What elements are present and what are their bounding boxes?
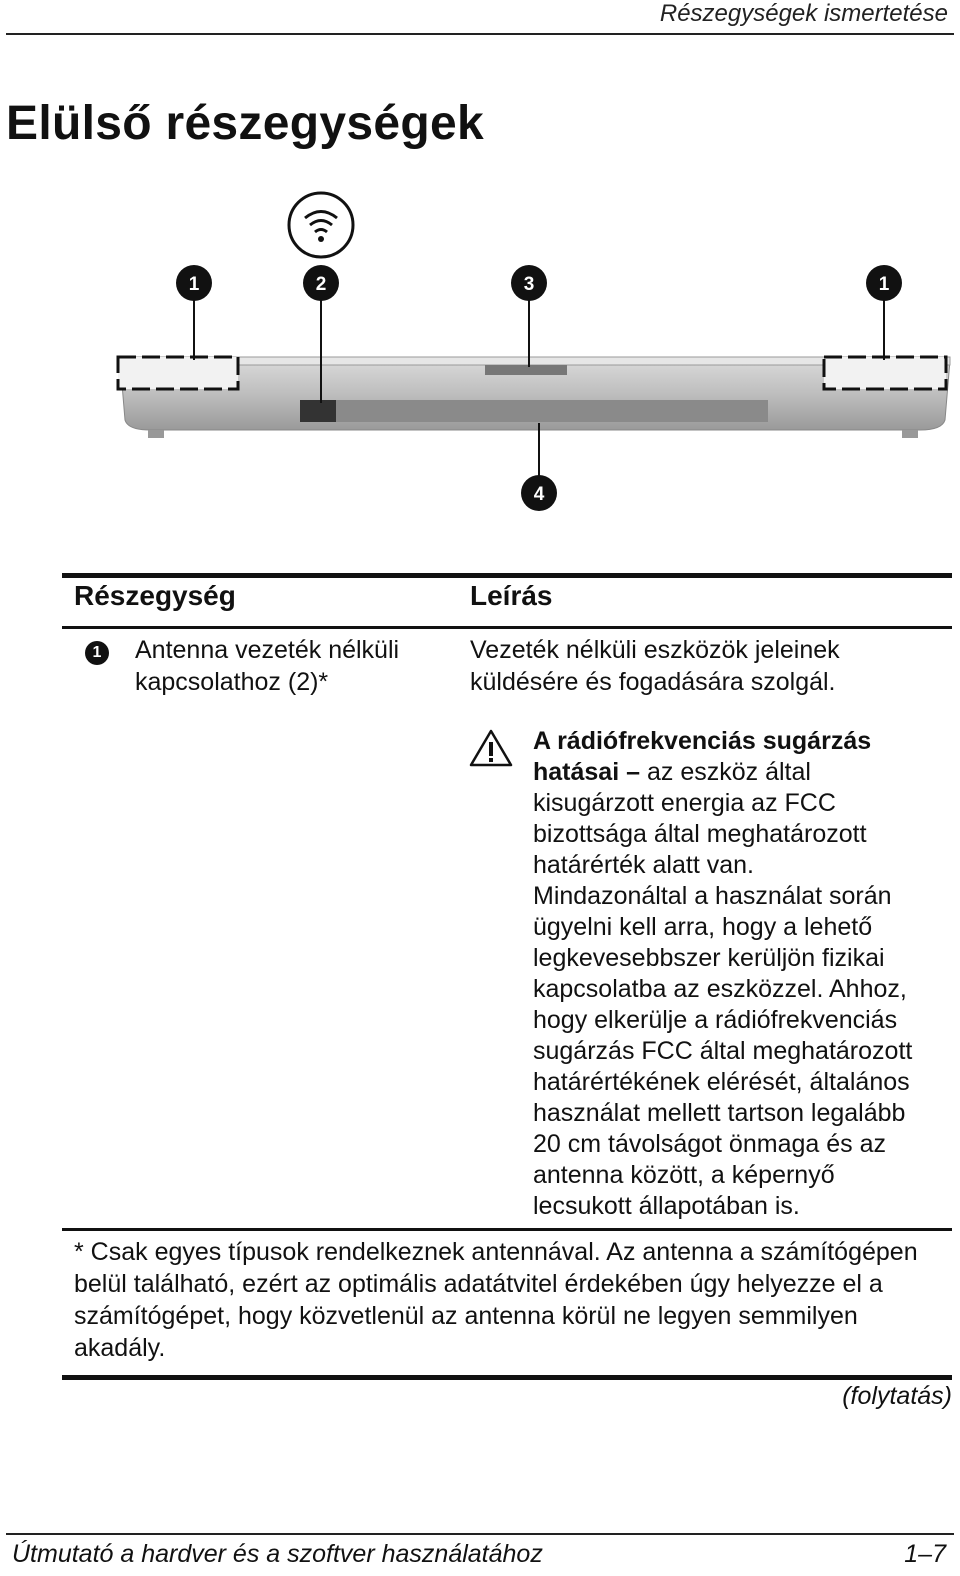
table-header-description: Leírás bbox=[470, 580, 553, 611]
wireless-signal-icon bbox=[289, 193, 353, 257]
figure-callout-1a bbox=[176, 265, 212, 301]
table-header-rule bbox=[62, 626, 952, 629]
warning-body: az eszköz által kisugárzott energia az FCC bizottsága által meghatározott határérték alatt van. Mindazonáltal a használat során ügyelni kell arra, hogy a lehető legkevesebbszer kerüljön fizikai kapcsolatba az eszközzel. Ahhoz, hogy elkerülje a rádiófrekvenciás sugárzás FCC által meghatározott határértékének elérését, általános használat mellett tartson legalább 20 cm távolságot önmaga és az antenna között, a képernyő lecsukott állapotában is. bbox=[533, 758, 913, 1220]
figure-callout-1b bbox=[866, 265, 902, 301]
svg-text:4: 4 bbox=[533, 484, 545, 505]
footer-page-number: 1–7 bbox=[904, 1540, 946, 1568]
table-row-description: Vezeték nélküli eszközök jeleinek küldésére és fogadására szolgál. bbox=[470, 636, 840, 696]
footer-book-title: Útmutató a hardver és a szoftver használatához bbox=[12, 1540, 543, 1568]
warning-bold-lead: A rádiófrekvenciás sugárzás hatásai – bbox=[533, 727, 872, 786]
table-header-component: Részegység bbox=[74, 580, 236, 611]
page-title: Elülső részegységek bbox=[6, 97, 484, 150]
svg-text:2: 2 bbox=[315, 274, 327, 295]
svg-text:1: 1 bbox=[188, 274, 200, 295]
running-header: Részegységek ismertetése bbox=[659, 0, 948, 27]
svg-text:1: 1 bbox=[878, 274, 890, 295]
laptop-body bbox=[118, 357, 950, 438]
header-rule bbox=[6, 33, 954, 35]
continued-note: (folytatás) bbox=[842, 1382, 952, 1410]
row-callout-1: 1 bbox=[85, 641, 109, 665]
table-row-component: Antenna vezeték nélküli kapcsolathoz (2)* bbox=[135, 636, 400, 696]
table-top-rule bbox=[62, 573, 952, 578]
warning-text bbox=[533, 726, 913, 1222]
table-footnote: * Csak egyes típusok rendelkeznek antennával. Az antenna a számítógépen belül található, ezért az optimális adatátvitel érdekében úgy helyezze el a számítógépet, hogy közvetlenül az antenna körül ne legyen semmilyen akadály. bbox=[74, 1238, 918, 1362]
warning-triangle-icon bbox=[468, 728, 514, 768]
svg-text:3: 3 bbox=[523, 274, 535, 295]
figure-callout-3 bbox=[511, 265, 547, 301]
table-footnote-rule bbox=[62, 1228, 952, 1231]
laptop-front-figure bbox=[100, 185, 960, 525]
figure-callout-2 bbox=[303, 265, 339, 301]
table-bottom-rule bbox=[62, 1375, 952, 1380]
footer-rule bbox=[6, 1533, 954, 1535]
figure-callout-4 bbox=[521, 475, 557, 511]
